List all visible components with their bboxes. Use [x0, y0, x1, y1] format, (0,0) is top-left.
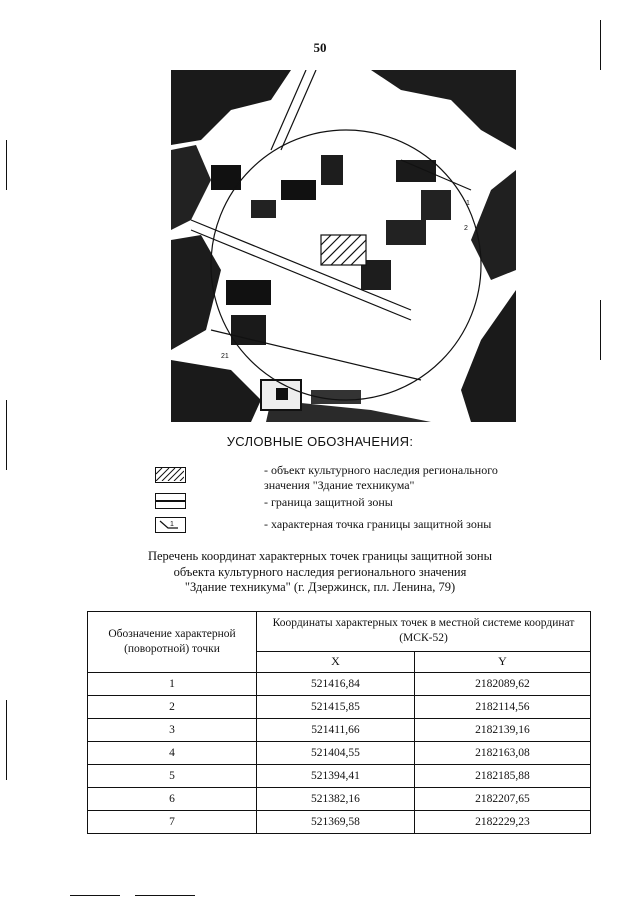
y-value: 2182185,88	[414, 765, 590, 788]
legend-title: УСЛОВНЫЕ ОБОЗНАЧЕНИЯ:	[226, 434, 414, 449]
x-value: 521394,41	[257, 765, 415, 788]
coordinates-header: Координаты характерных точек в местной системе координат (МСК-52)	[257, 612, 591, 652]
svg-text:2: 2	[464, 225, 468, 232]
point-number: 1	[88, 673, 257, 696]
table-row	[88, 673, 591, 696]
svg-text:21: 21	[221, 353, 229, 360]
point-number: 3	[88, 719, 257, 742]
point-number: 2	[88, 696, 257, 719]
coordinates-list-title	[0, 549, 640, 596]
scan-edge-mark	[135, 895, 195, 896]
x-header: X	[257, 651, 415, 672]
hatched-rect-icon	[155, 467, 186, 483]
y-value: 2182229,23	[414, 811, 590, 834]
table-row	[88, 811, 591, 834]
page-number: 50	[313, 40, 327, 55]
legend-item-heritage-line2: значения "Здание техникума"	[264, 478, 415, 492]
coordinates-table	[87, 611, 591, 834]
site-map-image	[171, 70, 516, 422]
y-value: 2182089,62	[414, 673, 590, 696]
table-row	[88, 742, 591, 765]
scan-edge-mark	[600, 20, 601, 70]
x-value: 521404,55	[257, 742, 415, 765]
y-value: 2182139,16	[414, 719, 590, 742]
point-designation-header: Обозначение характерной (поворотной) точки	[88, 612, 257, 673]
table-row	[88, 788, 591, 811]
point-number: 6	[88, 788, 257, 811]
list-title-line2: объекта культурного наследия регионального значения	[173, 564, 467, 579]
y-header: Y	[414, 651, 590, 672]
list-title-line3: "Здание техникума" (г. Дзержинск, пл. Ленина, 79)	[184, 580, 456, 594]
line-rect-icon	[155, 493, 186, 509]
x-value: 521415,85	[257, 696, 415, 719]
legend-item-boundary-line1: - граница защитной зоны	[264, 495, 393, 509]
point-number: 7	[88, 811, 257, 834]
corner-point-icon	[155, 517, 186, 533]
table-row	[88, 765, 591, 788]
table-row	[88, 696, 591, 719]
legend-item-point-line1: - характерная точка границы защитной зоны	[264, 517, 492, 531]
scan-edge-mark	[6, 400, 7, 470]
x-value: 521416,84	[257, 673, 415, 696]
scan-edge-mark	[70, 895, 120, 896]
legend-item-heritage-line1: - объект культурного наследия регионального	[264, 463, 498, 477]
svg-text:1: 1	[466, 200, 470, 207]
scan-edge-mark	[600, 300, 601, 360]
x-value: 521382,16	[257, 788, 415, 811]
x-value: 521369,58	[257, 811, 415, 834]
y-value: 2182207,65	[414, 788, 590, 811]
svg-text:1: 1	[170, 521, 174, 528]
legend-item-boundary	[264, 495, 564, 510]
scan-edge-mark	[6, 140, 7, 190]
y-value: 2182163,08	[414, 742, 590, 765]
scan-edge-mark	[6, 700, 7, 780]
table-row	[88, 719, 591, 742]
point-number: 5	[88, 765, 257, 788]
legend-item-heritage	[264, 463, 564, 493]
legend-item-point	[264, 517, 564, 532]
y-value: 2182114,56	[414, 696, 590, 719]
list-title-line1: Перечень координат характерных точек границы защитной зоны	[147, 549, 493, 563]
point-number: 4	[88, 742, 257, 765]
x-value: 521411,66	[257, 719, 415, 742]
